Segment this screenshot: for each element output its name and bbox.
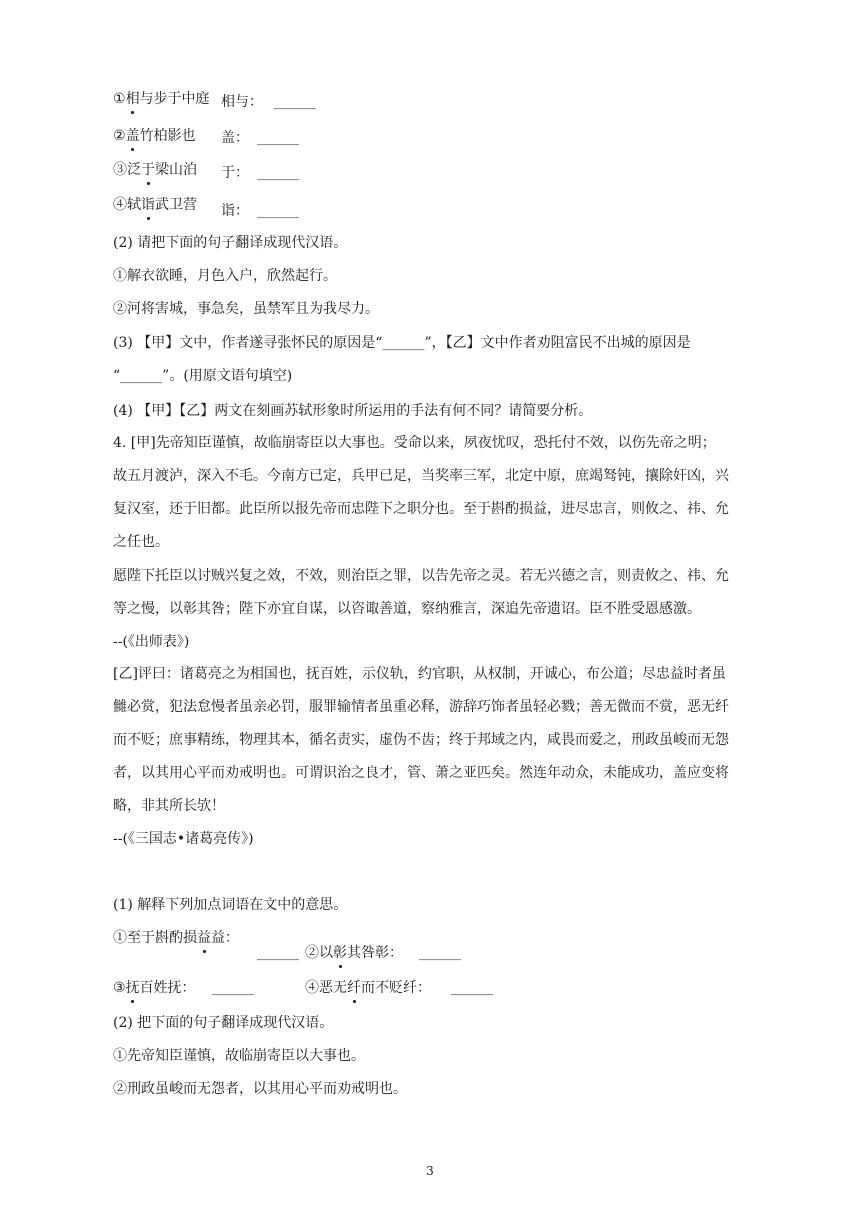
word-item-2 (113, 126, 196, 146)
source-citation: --(《出师表》) (113, 634, 190, 650)
word-text: ② (113, 128, 126, 144)
passage-line: 者，以其用心平而劝戒明也。可谓识治之良才，管、萧之亚匹矣。然连年动众，未能成功，盖应变将 (113, 765, 729, 781)
word-text: ④轼 (113, 197, 141, 213)
word-label-3 (221, 163, 249, 183)
answer-blank[interactable] (212, 978, 254, 998)
word-label-4 (221, 201, 249, 221)
blank-underline[interactable]: ______ (257, 130, 299, 146)
blank-underline[interactable]: ______ (419, 945, 461, 961)
q3-4-prompt: (4) 【甲】【乙】两文在刻画苏轼形象时所运用的手法有何不同？请简要分析。 (113, 403, 593, 419)
word-item-1 (113, 89, 210, 109)
q4-word-2 (305, 943, 403, 963)
word-text: 与步于中庭 (139, 91, 210, 107)
word-text: 益： (211, 930, 239, 946)
passage-line: 略，非其所长欤！ (113, 798, 225, 814)
word-text: ①至于斟酌损 (113, 930, 197, 946)
answer-label: 于： (221, 165, 249, 181)
q4-word-4 (305, 978, 431, 998)
word-label-2 (221, 128, 249, 148)
emphasized-char: 于 (141, 162, 155, 178)
passage-line: 雠必赏，犯法怠慢者虽亲必罚，服罪输情者虽重必释，游辞巧饰者虽轻必戮；善无微而不赏，恶无纤 (113, 699, 729, 715)
q4-2-prompt: (2) 把下面的句子翻译成现代汉语。 (113, 1015, 334, 1031)
blank-underline[interactable]: ______ (257, 945, 299, 961)
word-label-1 (221, 92, 263, 112)
word-text: ②以 (305, 945, 333, 961)
q3-3-text: (3) 【甲】文中，作者遂寻张怀民的原因是“ (113, 335, 383, 351)
answer-blank-3[interactable] (257, 163, 299, 183)
emphasized-char: 纤 (347, 980, 361, 996)
word-text: 武卫营 (155, 197, 197, 213)
emphasized-char: 相 (125, 91, 140, 107)
translate-sentence-1: ①先帝知臣谨慎，故临崩寄臣以大事也。 (113, 1048, 365, 1064)
word-text: 百姓抚： (139, 980, 196, 996)
emphasized-char: 诣 (141, 197, 155, 213)
answer-label: 诣： (221, 203, 249, 219)
word-text: 其咎彰： (347, 945, 403, 961)
fill-blank[interactable]: ______ (382, 335, 425, 351)
blank-underline[interactable]: ______ (257, 203, 299, 219)
answer-label: 相与： (221, 94, 263, 110)
answer-label: 盖： (221, 130, 249, 146)
q3-3-text: ”，【乙】文中作者劝阻富民不出城的原因是 (424, 335, 691, 351)
q3-3-text: ”。(用原文语句填空) (162, 368, 293, 384)
passage-line: 4. [甲]先帝知臣谨慎，故临崩寄臣以大事也。受命以来，夙夜忧叹，恐托付不效，以伤先帝之明； (113, 435, 716, 451)
emphasized-char: 抚 (125, 980, 140, 996)
word-text: ④恶无 (305, 980, 347, 996)
q4-word-3 (113, 978, 196, 998)
q3-2-prompt: (2) 请把下面的句子翻译成现代汉语。 (113, 235, 348, 251)
emphasized-char: 盖 (125, 128, 140, 144)
passage-line: 故五月渡泸，深入不毛。今南方已定，兵甲已足，当奖率三军，北定中原，庶竭驽钝，攘除奸凶，兴 (113, 468, 729, 484)
answer-blank-1[interactable] (274, 92, 316, 112)
passage-line: 而不贬；庶事精练，物理其本，循名责实，虚伪不齿；终于邦域之内，咸畏而爱之，刑政虽峻而无怨 (113, 732, 729, 748)
word-text: 而不贬纤： (361, 980, 431, 996)
passage-line: 愿陛下托臣以讨贼兴复之效，不效，则治臣之罪，以告先帝之灵。若无兴德之言，则责攸之、祎、允 (113, 568, 729, 584)
answer-blank-2[interactable] (257, 128, 299, 148)
passage-line: [乙]评曰：诸葛亮之为相国也，抚百姓，示仪轨，约官职，从权制，开诚心，布公道；尽忠益时者虽 (113, 666, 726, 682)
translate-sentence-2: ②刑政虽峻而无怨者，以其用心平而劝戒明也。 (113, 1081, 407, 1097)
q4-word-1 (113, 928, 239, 948)
answer-blank[interactable] (451, 978, 493, 998)
word-item-3 (113, 160, 197, 180)
blank-underline[interactable]: ______ (451, 980, 493, 996)
q3-3-line-1 (113, 333, 691, 353)
fill-blank[interactable]: ______ (120, 368, 163, 384)
word-text: 梁山泊 (155, 162, 197, 178)
source-citation: --(《三国志•诸葛亮传》) (113, 831, 254, 847)
word-text: ③泛 (113, 162, 141, 178)
q3-3-text: “ (113, 368, 121, 384)
blank-underline[interactable]: ______ (274, 94, 316, 110)
translate-sentence-2: ②河将害城，事急矣，虽禁军且为我尽力。 (113, 301, 379, 317)
answer-blank-4[interactable] (257, 201, 299, 221)
q3-3-line-2 (113, 366, 292, 386)
emphasized-char: 益 (197, 930, 211, 946)
blank-underline[interactable]: ______ (212, 980, 254, 996)
blank-underline[interactable]: ______ (257, 165, 299, 181)
passage-line: 复汉室，还于旧都。此臣所以报先帝而忠陛下之职分也。至于斟酌损益，进尽忠言，则攸之、祎、允 (113, 501, 729, 517)
answer-blank[interactable] (257, 943, 299, 963)
answer-blank[interactable] (419, 943, 461, 963)
emphasized-char: 彰 (333, 945, 347, 961)
word-text: ① (113, 91, 126, 107)
word-item-4 (113, 195, 197, 215)
translate-sentence-1: ①解衣欲睡，月色入户，欣然起行。 (113, 268, 337, 284)
q4-1-prompt: (1) 解释下列加点词语在文中的意思。 (113, 897, 348, 913)
passage-line: 等之慢，以彰其咎；陛下亦宜自谋，以咨诹善道，察纳雅言，深追先帝遗诏。臣不胜受恩感激。 (113, 601, 701, 617)
passage-line: 之任也。 (113, 534, 169, 550)
word-text: 竹柏影也 (139, 128, 196, 144)
word-text: ③ (113, 980, 126, 996)
page-number: 3 (426, 1164, 434, 1178)
